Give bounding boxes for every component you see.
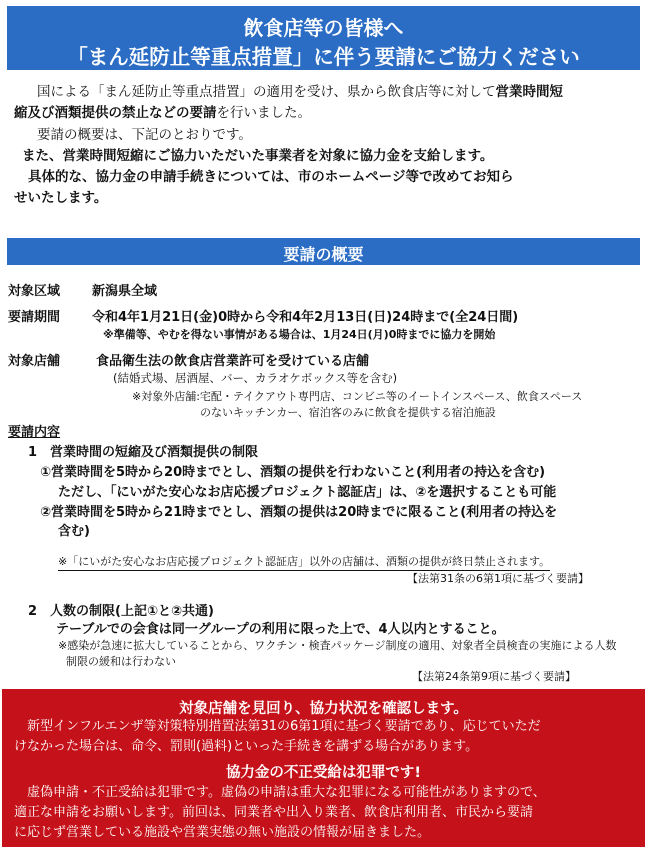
- warning-title-2: 協力金の不正受給は犯罪です!: [225, 765, 422, 781]
- intro-line3: 要請の概要は、下記のとおりです。: [37, 127, 252, 143]
- intro-line2: [14, 103, 311, 124]
- item2-legal-ref: 【法第24条第9項に基づく要請】: [412, 670, 576, 683]
- item1-option1-note: ただし、「にいがた安心なお店応援プロジェクト認証店」は、②を選択することも可能: [58, 485, 557, 500]
- header-banner: [7, 6, 640, 70]
- content-label: 要請内容: [8, 425, 61, 440]
- item1-option2: ②営業時間を5時から21時までとし、酒類の提供は20時までに限ること(利用者の持込を: [40, 505, 558, 520]
- period-note: ※準備等、やむを得ない事情がある場合は、1月24日(月)0時までに協力を開始: [103, 328, 496, 341]
- stores-label: 対象店舗: [8, 354, 61, 369]
- item2-note-2: 制限の緩和は行わない: [66, 655, 176, 668]
- stores-exclusion-1: ※対象外店舗:宅配・テイクアウト専門店、コンビニ等のイートインスペース、飲食スペース: [132, 390, 583, 403]
- item2-note-1: ※感染が急速に拡大していることから、ワクチン・検査パッケージ制度の適用、対象者全員検査の実施による人数: [58, 639, 617, 652]
- intro-line1: [37, 82, 563, 103]
- item1-legal-ref: 【法第31条の6第1項に基づく要請】: [407, 572, 589, 585]
- intro-emphasis: 営業時間短: [495, 84, 563, 100]
- intro-line5: 具体的な、協力金の申請手続きについては、市のホームページ等で改めてお知ら: [28, 169, 514, 185]
- warning-text-5: に応じず営業している施設や営業実態の無い施設の情報が届きました。: [14, 825, 431, 840]
- section-bar: [7, 238, 640, 265]
- section-title: 要請の概要: [283, 245, 364, 264]
- area-value: 新潟県全域: [92, 284, 158, 299]
- item2-body: テーブルでの会食は同一グループの利用に限った上で、4人以内とすること。: [56, 622, 505, 637]
- item1-option2-cont: 含む): [58, 524, 90, 539]
- intro-line4: また、営業時間短縮にご協力いただいた事業者を対象に協力金を支給します。: [22, 148, 494, 164]
- stores-value: 食品衛生法の飲食店営業許可を受けている店舗: [96, 354, 370, 369]
- intro-text: を行いました。: [216, 105, 311, 121]
- stores-sub: (結婚式場、居酒屋、バー、カラオケボックス等を含む): [113, 371, 398, 385]
- item2-title: 2 人数の制限(上記①と②共通): [28, 604, 214, 619]
- intro-line6: せいたします。: [14, 190, 108, 206]
- header-title-line2: 「まん延防止等重点措置」に伴う要請にご協力ください: [67, 45, 580, 69]
- item1-note: ※「にいがた安心なお店応援プロジェクト認証店」以外の店舗は、酒類の提供が終日禁止されます。: [58, 553, 550, 571]
- item1-title: 1 営業時間の短縮及び酒類提供の制限: [28, 445, 259, 460]
- warning-text-2: けなかった場合は、命令、罰則(過料)といった手続きを講ずる場合があります。: [14, 739, 479, 754]
- period-value: 令和4年1月21日(金)0時から令和4年2月13日(日)24時まで(全24日間): [92, 310, 519, 325]
- warning-text-3: 虚偽申請・不正受給は犯罪です。虚偽の申請は重大な犯罪になる可能性がありますので、: [27, 785, 546, 800]
- intro-text: 国による「まん延防止等重点措置」の適用を受け、県から飲食店等に対して: [37, 84, 496, 100]
- warning-text-1: 新型インフルエンザ等対策特別措置法第31の6第1項に基づく要請であり、応じていただ: [27, 719, 541, 734]
- intro-emphasis: 縮及び酒類提供の禁止などの要請: [14, 105, 217, 121]
- warning-box: [2, 689, 645, 847]
- warning-text-4: 適正な申請をお願いします。前回は、同業者や出入り業者、飲食店利用者、市民から要請: [14, 805, 533, 820]
- header-title-line1: 飲食店等の皆様へ: [243, 16, 404, 40]
- item1-option1: ①営業時間を5時から20時までとし、酒類の提供を行わないこと(利用者の持込を含む): [40, 465, 546, 480]
- stores-exclusion-2: のないキッチンカー、宿泊客のみに飲食を提供する宿泊施設: [200, 406, 496, 419]
- area-label: 対象区域: [8, 284, 61, 299]
- period-label: 要請期間: [8, 310, 61, 325]
- warning-title: 対象店舗を見回り、協力状況を確認します。: [179, 701, 468, 717]
